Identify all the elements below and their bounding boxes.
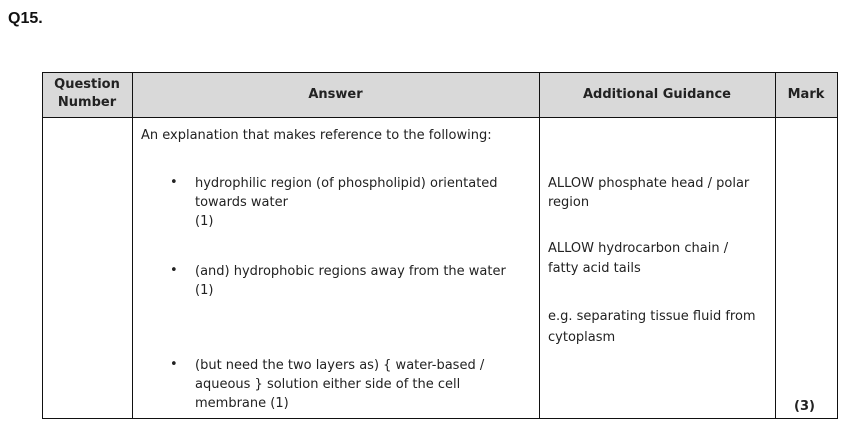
mark-scheme-table <box>42 72 838 419</box>
table-border-right <box>837 72 838 419</box>
header-question-number-line1: Question <box>54 77 120 92</box>
answer-bullet-line: (1) <box>195 214 214 229</box>
guidance-line: ALLOW phosphate head / polar <box>548 176 750 191</box>
answer-bullet-line: (but need the two layers as) { water-based / <box>195 358 485 373</box>
header-answer: Answer <box>308 87 363 102</box>
bullet-dot: • <box>170 263 178 278</box>
table-border-bottom <box>42 418 838 419</box>
answer-bullet-line: membrane (1) <box>195 396 289 411</box>
header-additional-guidance: Additional Guidance <box>583 87 731 102</box>
guidance-line: fatty acid tails <box>548 261 641 276</box>
answer-bullet-line: (and) hydrophobic regions away from the water <box>195 264 506 279</box>
answer-bullet-line: aqueous } solution either side of the cell <box>195 377 461 392</box>
header-question-number <box>42 76 132 112</box>
answer-bullet-line: towards water <box>195 195 288 210</box>
mark-value: (3) <box>794 399 815 414</box>
column-divider <box>132 72 133 419</box>
guidance-line: e.g. separating tissue fluid from <box>548 309 756 324</box>
header-mark: Mark <box>787 87 825 102</box>
guidance-line: region <box>548 195 590 210</box>
answer-bullet-line: (1) <box>195 283 214 298</box>
bullet-dot: • <box>170 357 178 372</box>
bullet-dot: • <box>170 175 178 190</box>
column-divider <box>775 72 776 419</box>
guidance-line: ALLOW hydrocarbon chain / <box>548 241 729 256</box>
question-label: Q15. <box>8 10 43 27</box>
answer-intro: An explanation that makes reference to the following: <box>141 128 492 143</box>
guidance-line: cytoplasm <box>548 330 616 345</box>
header-question-number-line2: Number <box>57 95 117 110</box>
column-divider <box>539 72 540 419</box>
table-border-left <box>42 72 43 419</box>
answer-bullet-line: hydrophilic region (of phospholipid) orientated <box>195 176 498 191</box>
